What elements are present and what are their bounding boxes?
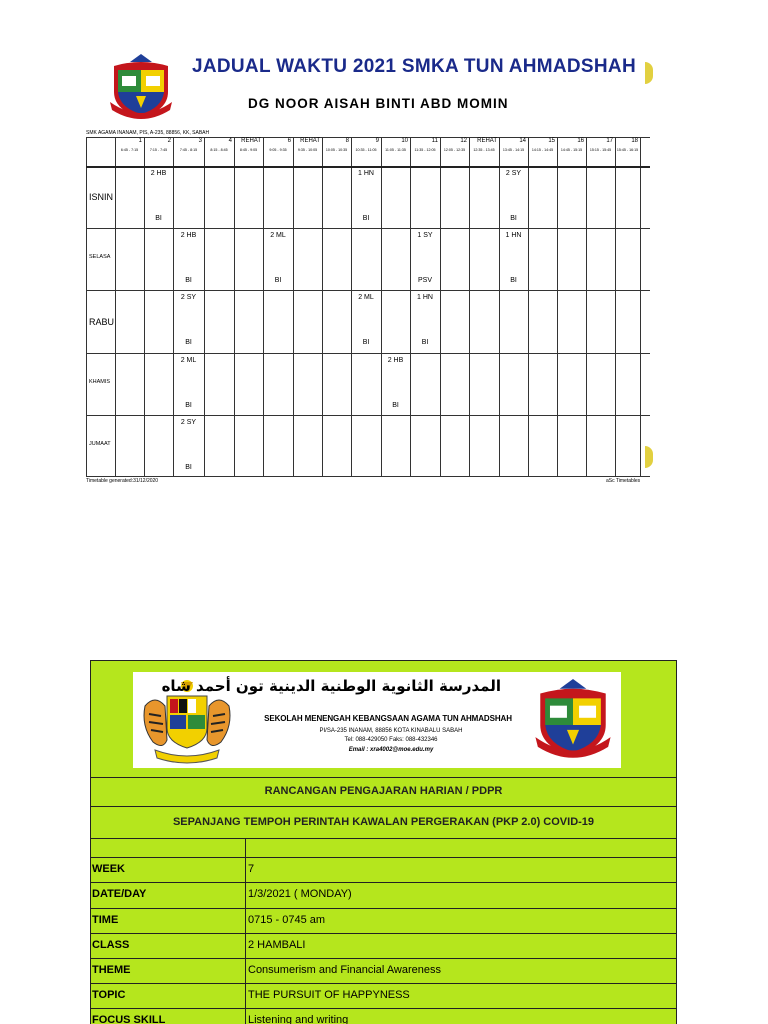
- period-number: 9: [375, 138, 379, 144]
- period-time: 15:45 - 16:15: [616, 148, 639, 152]
- period-number: 8: [345, 138, 349, 144]
- day-label: JUMAAT: [89, 440, 111, 447]
- period-number: REHAT: [477, 138, 497, 144]
- period-time: 10:35 - 11:05: [355, 148, 377, 152]
- grid-column-line: [381, 137, 382, 477]
- grid-header-line: [86, 166, 650, 168]
- period-time: 15:15 - 15:45: [589, 148, 612, 152]
- period-number: 18: [631, 138, 638, 144]
- period-number: 16: [577, 138, 584, 144]
- day-label: ISNIN: [89, 192, 114, 203]
- period-number: 17: [606, 138, 613, 144]
- letterhead-arabic: المدرسة الثانوية الوطنية الدينية تون أحمد شاه: [161, 677, 501, 695]
- period-time: 6:45 - 7:15: [120, 148, 139, 152]
- timetable-title: JADUAL WAKTU 2021 SMKA TUN AHMADSHAH: [192, 56, 636, 77]
- lesson-subject: BI: [510, 215, 517, 222]
- lesson-class: 2 HB: [150, 170, 167, 177]
- lesson-class: 1 HN: [358, 170, 374, 177]
- lesson-subject: PSV: [417, 277, 432, 285]
- plan-row: [91, 934, 676, 959]
- lesson-subject: BI: [510, 277, 517, 285]
- lesson-class: 2 HB: [180, 232, 197, 240]
- letterhead-row: [91, 661, 676, 778]
- lesson-class: 2 ML: [358, 294, 374, 302]
- grid-column-line: [144, 137, 145, 477]
- period-time: 12:05 - 12:35: [443, 148, 466, 152]
- period-number: REHAT: [241, 138, 261, 144]
- grid-column-line: [528, 137, 529, 477]
- lesson-class: 2 SY: [505, 170, 522, 177]
- grid-column-line: [234, 137, 235, 477]
- grid-column-line: [351, 137, 352, 477]
- period-time: 11:35 - 12:05: [414, 148, 436, 152]
- lesson-plan: [90, 660, 677, 1024]
- letterhead-banner: [133, 672, 621, 768]
- period-time: 12:35 - 13:45: [473, 148, 495, 152]
- period-time: 10:05 - 10:35: [325, 148, 348, 152]
- grid-column-line: [115, 137, 116, 477]
- grid-column-line: [204, 137, 205, 477]
- plan-spacer-row: [91, 839, 676, 858]
- plan-row-value: 0715 - 0745 am: [248, 914, 326, 926]
- grid-column-line: [173, 137, 174, 477]
- plan-row-value: THE PURSUIT OF HAPPYNESS: [248, 989, 410, 1001]
- period-number: 11: [431, 138, 438, 144]
- grid-column-line: [586, 137, 587, 477]
- grid-column-line: [557, 137, 558, 477]
- grid-row-line: [86, 228, 650, 229]
- grid-column-line: [293, 137, 294, 477]
- period-time: 8:15 - 8:45: [210, 148, 228, 152]
- plan-subtitle-row: [91, 807, 676, 839]
- school-crest-icon: [533, 676, 613, 762]
- plan-row-value: 7: [248, 863, 255, 875]
- letterhead-email: Email : xra4002@moe.edu.my: [348, 747, 434, 753]
- lesson-class: 1 SY: [417, 232, 433, 240]
- grid-column-line: [640, 137, 641, 477]
- lesson-subject: BI: [362, 215, 370, 222]
- period-time: 11:05 - 11:35: [385, 148, 406, 152]
- period-time: 7:15 - 7:45: [149, 148, 168, 152]
- grid-row-line: [86, 290, 650, 291]
- lesson-subject: BI: [421, 339, 429, 347]
- period-time: 7:45 - 8:15: [179, 148, 198, 152]
- period-time: 13:45 - 14:15: [502, 148, 525, 152]
- grid-column-line: [469, 137, 470, 477]
- plan-row-value: 1/3/2021 ( MONDAY): [248, 888, 352, 900]
- lesson-subject: BI: [392, 401, 399, 409]
- period-number: 14: [519, 138, 526, 144]
- plan-row-label: CLASS: [92, 939, 130, 951]
- period-time: 9:35 - 10:05: [297, 148, 318, 152]
- period-number: 15: [548, 138, 555, 144]
- timetable-generated: Timetable generated:31/12/2020: [86, 478, 159, 484]
- grid-border-left: [86, 137, 87, 477]
- lesson-class: 1 HN: [417, 294, 433, 302]
- timetable-grid: [86, 137, 650, 477]
- period-number: 3: [198, 138, 202, 144]
- lesson-class: 2 SY: [180, 294, 197, 302]
- plan-row: [91, 858, 676, 883]
- plan-row-label: WEEK: [92, 863, 125, 875]
- lesson-class: 2 SY: [180, 418, 197, 426]
- lesson-class: 2 ML: [180, 356, 197, 364]
- letterhead-school-name: SEKOLAH MENENGAH KEBANGSAAN AGAMA TUN AHMADSHAH: [264, 714, 512, 723]
- day-label: RABU: [89, 316, 115, 327]
- lesson-subject: BI: [185, 401, 192, 409]
- day-label: KHAMIS: [89, 378, 111, 385]
- period-number: 4: [228, 138, 232, 144]
- grid-column-line: [499, 137, 500, 477]
- lesson-subject: BI: [362, 339, 370, 347]
- grid-column-line: [322, 137, 323, 477]
- period-number: 1: [138, 138, 142, 144]
- letterhead-address: PI/SA-235 INANAM, 88856 KOTA KINABALU SABAH: [319, 728, 463, 734]
- plan-row-label: THEME: [92, 964, 131, 976]
- plan-row-value: Consumerism and Financial Awareness: [248, 964, 441, 976]
- grid-border-bottom: [86, 476, 650, 477]
- plan-title-row: [91, 778, 676, 807]
- period-number: 12: [460, 138, 467, 144]
- plan-row: [91, 984, 676, 1009]
- plan-row-label: TOPIC: [92, 989, 126, 1001]
- lesson-class: 1 HN: [505, 232, 522, 240]
- crest-fragment-icon: [645, 62, 653, 84]
- lesson-subject: BI: [185, 277, 192, 285]
- period-number: 6: [287, 138, 291, 144]
- plan-subtitle: SEPANJANG TEMPOH PERINTAH KAWALAN PERGERAKAN (PKP 2.0) COVID-19: [172, 816, 595, 828]
- plan-row-label: TIME: [92, 914, 119, 926]
- plan-row-label: DATE/DAY: [92, 888, 147, 900]
- lesson-subject: BI: [185, 339, 192, 347]
- grid-column-line: [410, 137, 411, 477]
- plan-title: RANCANGAN PENGAJARAN HARIAN / PDPR: [264, 785, 503, 797]
- plan-row-value: Listening and writing: [248, 1014, 349, 1024]
- day-label: SELASA: [89, 254, 111, 261]
- lesson-subject: BI: [274, 277, 282, 285]
- period-number: 10: [401, 138, 408, 144]
- grid-column-line: [615, 137, 616, 477]
- grid-column-line: [263, 137, 264, 477]
- period-time: 8:45 - 9:05: [239, 148, 258, 152]
- period-time: 14:15 - 14:45: [531, 148, 554, 152]
- lesson-class: 2 ML: [270, 232, 286, 240]
- plan-row: [91, 959, 676, 984]
- grid-row-line: [86, 415, 650, 416]
- grid-column-line: [440, 137, 441, 477]
- teacher-name: DG NOOR AISAH BINTI ABD MOMIN: [248, 96, 509, 111]
- grid-row-line: [86, 353, 650, 354]
- lesson-subject: BI: [185, 463, 192, 471]
- timetable-software: aSc Timetables: [606, 478, 641, 484]
- lesson-class: 2 HB: [387, 356, 404, 364]
- period-number: REHAT: [300, 138, 320, 144]
- plan-row: [91, 1009, 676, 1024]
- school-crest-icon: [108, 52, 174, 122]
- plan-row: [91, 909, 676, 934]
- plan-row: [91, 883, 676, 909]
- plan-row-value: 2 HAMBALI: [248, 939, 306, 951]
- period-time: 9:05 - 9:35: [269, 148, 287, 152]
- plan-row-label: FOCUS SKILL: [92, 1014, 166, 1024]
- timetable-school-line: SMK AGAMA INANAM, PIS, A-235, 88856, KK, SABAH: [86, 130, 210, 136]
- period-number: 2: [167, 138, 171, 144]
- period-time: 14:45 - 15:15: [560, 148, 583, 152]
- lesson-subject: BI: [155, 215, 162, 222]
- letterhead-phones: Tel: 088-429050 Faks: 088-432346: [344, 737, 438, 743]
